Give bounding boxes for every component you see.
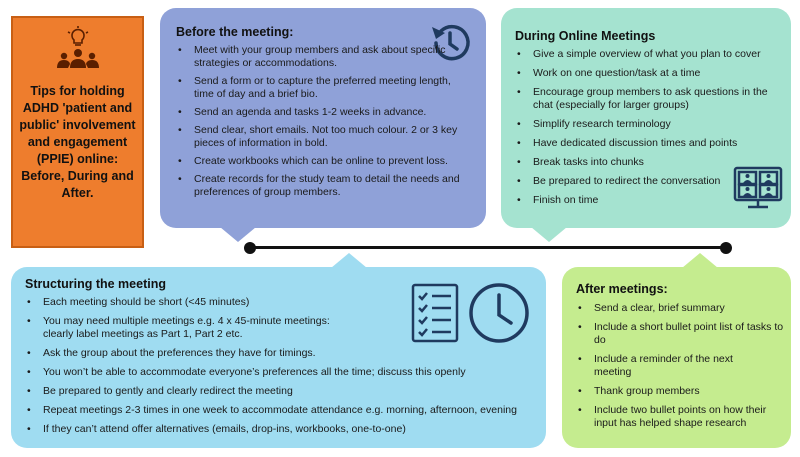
list-item: • Include two bullet points on how their input has helped shape research <box>576 404 784 430</box>
after-meeting-panel <box>562 267 791 448</box>
list-item: • Meet with your group members and ask about specific strategies or accommodations. <box>176 44 472 70</box>
list-item: • You won’t be able to accommodate everyone’s preferences all the time; discuss this openly <box>25 366 535 379</box>
list-item: • Each meeting should be short (<45 minutes) <box>25 296 535 309</box>
timeline-start-dot <box>244 242 256 254</box>
list-item: • Repeat meetings 2-3 times in one week to accommodate attendance e.g. morning, afternoon, evening <box>25 404 535 417</box>
during-meeting-panel <box>501 8 791 228</box>
list-item: • Send a clear, brief summary <box>576 302 784 315</box>
list-item: • Include a short bullet point list of tasks to do <box>576 321 784 347</box>
list-item: • Be prepared to gently and clearly redirect the meeting <box>25 385 535 398</box>
before-list <box>176 44 472 199</box>
list-item: • Finish on time <box>515 194 777 207</box>
before-heading: Before the meeting: <box>176 25 294 39</box>
list-item: • Create workbooks which can be online to prevent loss. <box>176 155 472 168</box>
list-item: • Thank group members <box>576 385 784 398</box>
timeline-line <box>249 246 726 249</box>
list-item: • Send an agenda and tasks 1-2 weeks in advance. <box>176 106 472 119</box>
list-item: • Break tasks into chunks <box>515 156 777 169</box>
list-item: • If they can’t attend offer alternatives (emails, drop-ins, workbooks, one-to-one) <box>25 423 535 436</box>
list-item: • You may need multiple meetings e.g. 4 x 45-minute meetings: clearly label meetings as Part 1, Part 2 etc. <box>25 315 343 341</box>
group-idea-icon <box>52 26 104 75</box>
list-item: • Simplify research terminology <box>515 118 777 131</box>
structuring-list <box>25 296 535 436</box>
list-item: • Encourage group members to ask questions in the chat (especially for larger groups) <box>515 86 777 112</box>
list-item: • Create records for the study team to detail the needs and preferences of group members. <box>176 173 472 199</box>
after-list <box>576 302 784 430</box>
list-item: • Send a form or to capture the preferred meeting length, time of day and a brief bio. <box>176 75 472 101</box>
list-item: • Work on one question/task at a time <box>515 67 777 80</box>
list-item: • Be prepared to redirect the conversation <box>515 175 777 188</box>
timeline-end-dot <box>720 242 732 254</box>
video-call-icon <box>733 166 783 215</box>
before-meeting-panel <box>160 8 486 228</box>
structuring-panel <box>11 267 546 448</box>
during-heading: During Online Meetings <box>515 29 656 43</box>
page-title: Tips for holding ADHD 'patient and public' involvement and engagement (PPIE) online: Before, During and After. <box>19 84 136 200</box>
title-box <box>11 16 144 248</box>
after-heading: After meetings: <box>576 282 668 296</box>
list-item: • Include a reminder of the next meeting <box>576 353 784 379</box>
list-item: • Give a simple overview of what you plan to cover <box>515 48 777 61</box>
structuring-heading: Structuring the meeting <box>25 277 166 291</box>
list-item: • Ask the group about the preferences they have for timings. <box>25 347 535 360</box>
list-item: • Send clear, short emails. Not too much colour. 2 or 3 key pieces of information in bold. <box>176 124 472 150</box>
list-item: • Have dedicated discussion times and points <box>515 137 777 150</box>
